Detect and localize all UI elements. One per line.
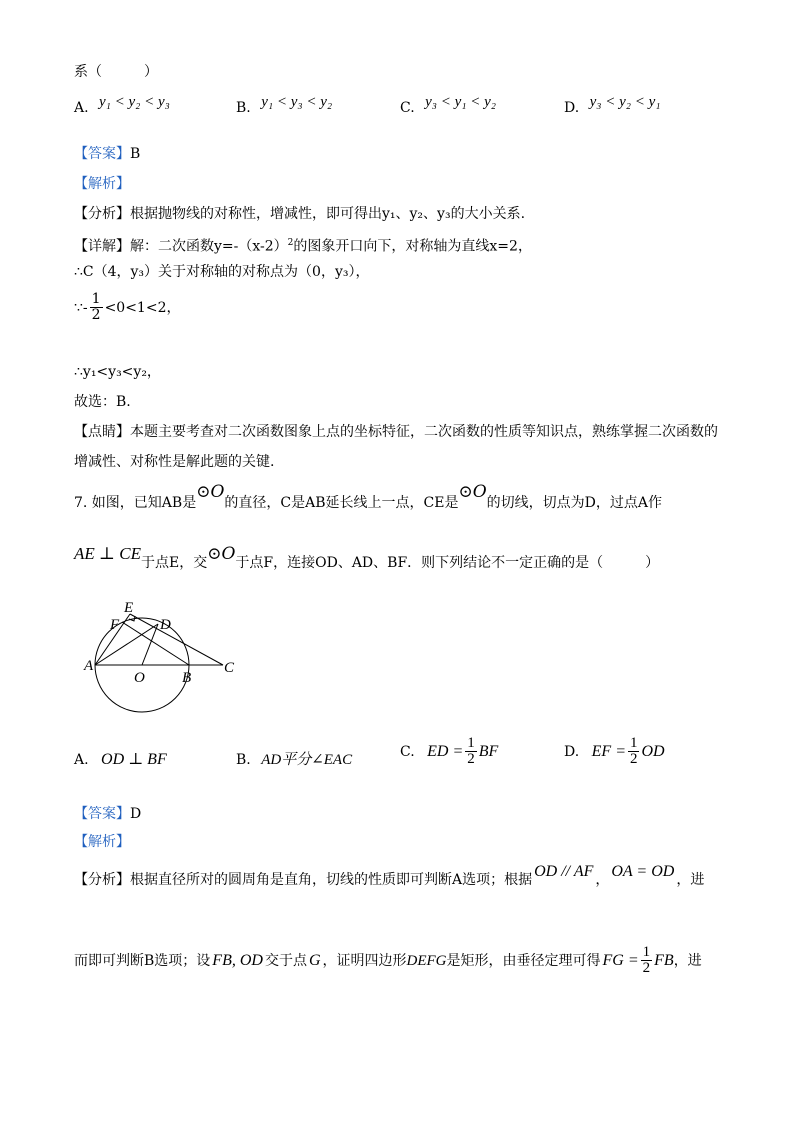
fraction-numerator: 1 bbox=[91, 291, 101, 307]
label-d: D bbox=[160, 617, 171, 633]
q7-option-a[interactable] bbox=[74, 750, 167, 770]
q7-option-c[interactable] bbox=[400, 736, 498, 767]
option-expr: AD平分∠EAC bbox=[261, 752, 353, 768]
label-c: C bbox=[224, 660, 235, 676]
fenxi-tag: 【分析】 bbox=[74, 872, 130, 888]
option-lhs: EF = bbox=[591, 742, 626, 760]
q6-conclusion: 故选：B. bbox=[74, 394, 131, 410]
q7-option-d[interactable] bbox=[564, 736, 665, 767]
answer-tag: 【答案】 bbox=[74, 146, 130, 162]
q6-option-a[interactable] bbox=[74, 94, 170, 118]
option-rhs: BF bbox=[478, 742, 499, 760]
label-e: E bbox=[124, 600, 134, 616]
xiangjie-tag: 【详解】 bbox=[74, 238, 130, 255]
step2-prefix: ∵- bbox=[74, 299, 88, 316]
label-o: O bbox=[134, 670, 145, 686]
option-letter: C. bbox=[400, 743, 415, 760]
q6-dianjing bbox=[74, 422, 718, 442]
circle-o-symbol: ⊙O bbox=[196, 482, 225, 502]
line-b-text-3: ，证明四边形 bbox=[322, 952, 407, 969]
q7-text-c: 的切线，切点为D，过点A作 bbox=[486, 495, 662, 511]
line-od bbox=[142, 624, 158, 665]
fenxi-text: 根据抛物线的对称性，增减性，即可得出y₁、y₂、y₃的大小关系. bbox=[130, 206, 526, 222]
q6-fenxi bbox=[74, 204, 525, 224]
q7-answer bbox=[74, 804, 141, 824]
line-b-text-4: 是矩形，由垂径定理可得 bbox=[446, 952, 601, 969]
q7-text-d: 于点E，交 bbox=[140, 555, 208, 571]
option-expr: y₃ < y₂ < y₁ bbox=[589, 94, 661, 110]
q6-stem-tail: 系（ ） bbox=[74, 64, 158, 80]
fenxi-text-2: ，进 bbox=[676, 872, 705, 888]
option-expr: y₃ < y₁ < y₂ bbox=[425, 94, 496, 110]
fraction-denominator: 2 bbox=[467, 751, 475, 767]
q7-option-b[interactable] bbox=[236, 750, 352, 770]
option-fraction bbox=[465, 736, 477, 767]
option-expr: y₁ < y₂ < y₃ bbox=[99, 94, 170, 110]
q6-xiangjie bbox=[74, 233, 532, 257]
fenxi-math-2: OA = OD bbox=[611, 863, 675, 880]
option-expr: y₁ < y₃ < y₂ bbox=[261, 94, 333, 110]
dianjing-text-1: 本题主要考查对二次函数图象上点的坐标特征，二次函数的性质等知识点，熟练掌握二次函数的 bbox=[130, 424, 718, 440]
option-letter: D. bbox=[564, 743, 580, 760]
q6-step-2 bbox=[74, 292, 180, 323]
q7-fenxi-line-1 bbox=[74, 863, 705, 890]
q6-option-b[interactable] bbox=[236, 94, 333, 118]
option-letter: A. bbox=[74, 752, 89, 768]
option-letter: B. bbox=[236, 752, 251, 768]
q6-step-3: ∴y₁<y₃<y₂， bbox=[74, 364, 161, 380]
q7-text-b: 的直径，C是AB延长线上一点，CE是 bbox=[224, 495, 459, 511]
xiangjie-text-1: 解：二次函数y=-（x-2） bbox=[130, 238, 288, 255]
fenxi-tag: 【分析】 bbox=[74, 206, 130, 222]
xiangjie-sup: 2 bbox=[287, 238, 294, 248]
q7-text-e: 于点F，连接OD、AD、BF．则下列结论不一定正确的是（ ） bbox=[235, 555, 660, 571]
fraction-numerator: 1 bbox=[629, 735, 638, 751]
circle-o-symbol: ⊙O bbox=[207, 544, 236, 564]
q6-option-d[interactable] bbox=[564, 94, 661, 118]
q6-analysis-tag: 【解析】 bbox=[74, 176, 130, 192]
line-b-text-1: 而即可判断B选项；设 bbox=[74, 952, 211, 969]
geometry-figure bbox=[80, 596, 250, 720]
q6-step-1: ∴C（4，y₃）关于对称轴的对称点为（0，y₃）， bbox=[74, 264, 370, 280]
option-letter: D. bbox=[564, 100, 580, 116]
fenxi-text-1: 根据直径所对的圆周角是直角，切线的性质即可判断A选项；根据 bbox=[130, 872, 533, 888]
line-b-math-1: FB, OD bbox=[212, 951, 263, 969]
q6-dianjing-line-2: 增减性、对称性是解此题的关键. bbox=[74, 454, 275, 470]
q7-text-a: 7. 如图，已知AB是 bbox=[74, 495, 197, 511]
step2-suffix: <0<1<2， bbox=[104, 299, 181, 316]
line-b-math-2: G bbox=[308, 951, 321, 969]
fraction-denominator: 2 bbox=[642, 960, 651, 976]
option-rhs: OD bbox=[641, 742, 665, 760]
fraction-denominator: 2 bbox=[629, 751, 638, 767]
fenxi-math-1: OD // AF bbox=[534, 863, 594, 880]
ae-perp-ce: AE ⊥ CE bbox=[74, 544, 141, 563]
label-a: A bbox=[84, 658, 94, 674]
q6-option-c[interactable] bbox=[400, 94, 496, 118]
line-b-math-3: DEFG bbox=[406, 952, 447, 969]
fraction-numerator: 1 bbox=[642, 944, 651, 960]
step2-fraction bbox=[90, 292, 103, 323]
option-letter: C. bbox=[400, 100, 415, 116]
line-ad bbox=[95, 624, 158, 665]
fraction-denominator: 2 bbox=[91, 307, 101, 323]
label-f: F bbox=[110, 617, 120, 633]
answer-value: B bbox=[130, 146, 141, 162]
q6-answer bbox=[74, 144, 140, 164]
q7-fenxi-line-2 bbox=[74, 945, 702, 976]
circle-o-symbol: ⊙O bbox=[458, 482, 487, 502]
option-lhs: ED = bbox=[427, 742, 464, 760]
line-b-text-2: 交于点 bbox=[264, 952, 307, 969]
line-b-lhs: FG = bbox=[602, 951, 639, 969]
line-b-fraction bbox=[641, 945, 653, 976]
q7-analysis-tag: 【解析】 bbox=[74, 834, 130, 850]
fraction-numerator: 1 bbox=[467, 735, 475, 751]
dianjing-tag: 【点睛】 bbox=[74, 424, 130, 440]
line-b-rhs: FB bbox=[654, 951, 674, 969]
answer-value: D bbox=[130, 806, 142, 822]
fenxi-sep: ， bbox=[595, 872, 610, 888]
line-b-text-5: ，进 bbox=[673, 952, 702, 969]
xiangjie-text-2: 的图象开口向下，对称轴为直线x=2， bbox=[293, 238, 532, 255]
q7-stem-line-1 bbox=[74, 482, 662, 513]
option-fraction bbox=[628, 736, 640, 767]
q7-stem-line-2 bbox=[74, 544, 660, 573]
option-letter: B. bbox=[236, 100, 251, 116]
option-expr: OD ⊥ BF bbox=[101, 751, 167, 768]
answer-tag: 【答案】 bbox=[74, 806, 130, 822]
option-letter: A. bbox=[74, 100, 89, 116]
label-b: B bbox=[182, 670, 192, 686]
